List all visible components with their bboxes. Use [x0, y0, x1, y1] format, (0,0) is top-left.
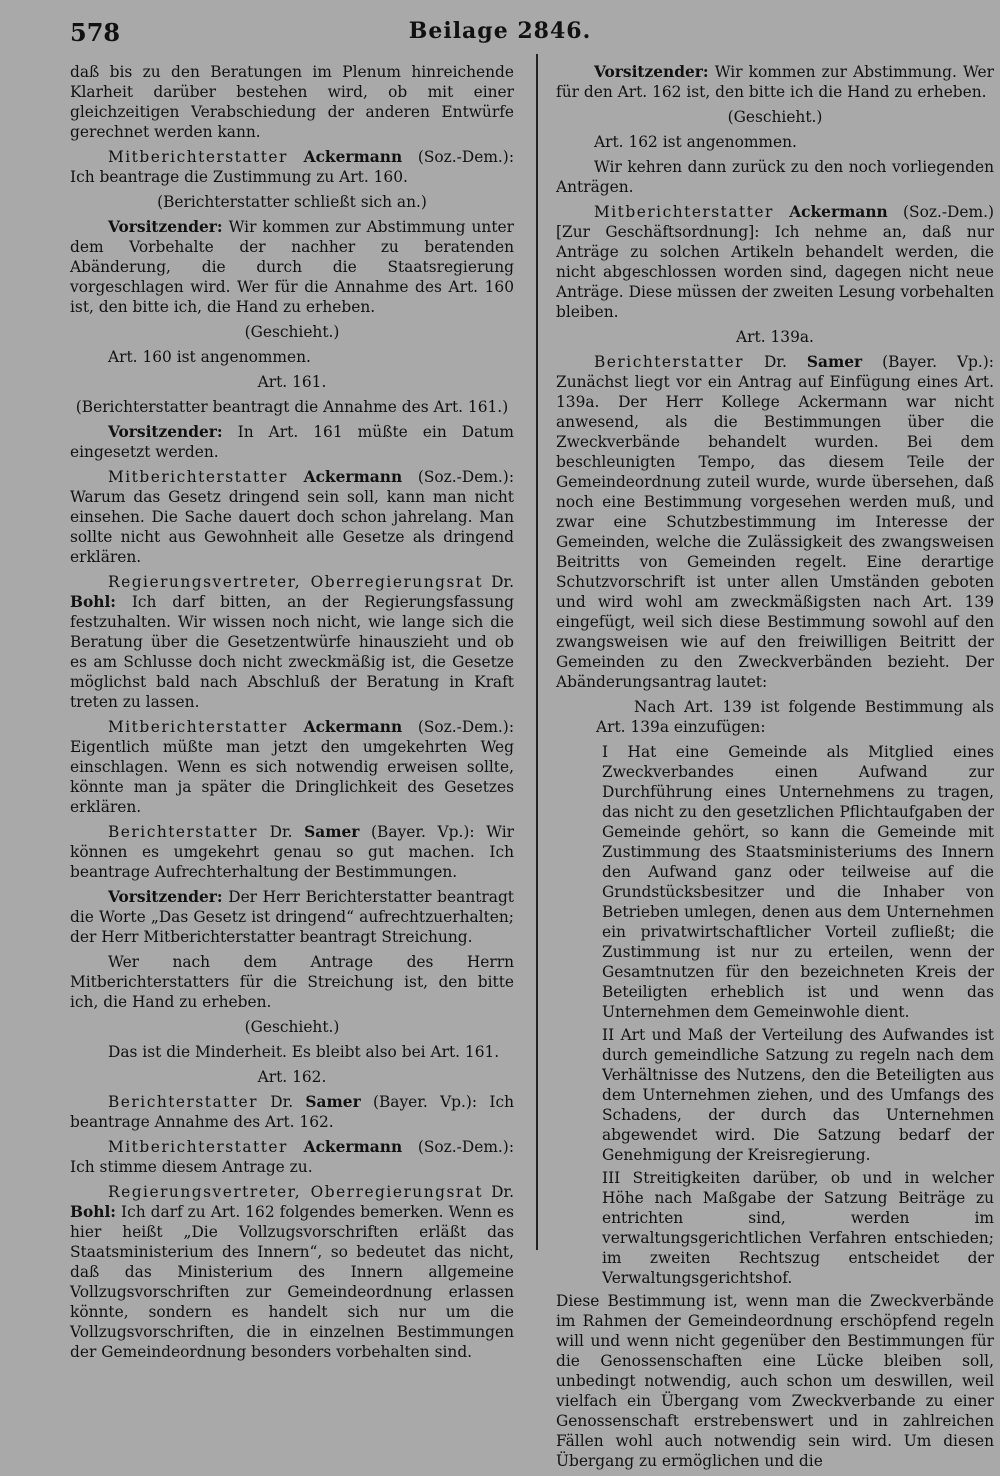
stage-direction: (Geschieht.) [727, 108, 823, 126]
speaker-name: Ackermann [303, 468, 403, 486]
column-divider [536, 54, 538, 1250]
paragraph: daß bis zu den Beratungen im Plenum hinreichende Klarheit darüber bestehen wird, ob mit einer gleichzeitigen Verabschiedung der anderen Entwürfe gerechnet werden kann. [70, 63, 514, 141]
speech-text: (Bayer. Vp.): Ich beantrage Annahme des Art. 162. [70, 1093, 514, 1131]
speaker-name: Vorsitzender: [108, 423, 223, 441]
speaker-name: Vorsitzender: [594, 63, 709, 81]
speaker-paragraph [70, 467, 514, 567]
speech-text: (Soz.-Dem.): Eigentlich müßte man jetzt den umgekehrten Weg einschlagen. Wenn es sich notwendig erweisen sollte, könnte man ja später die Dringlichkeit des Gesetzes erklären. [70, 718, 514, 816]
speaker-name: Vorsitzender: [108, 888, 223, 906]
speaker-role: Mitberichterstatter [108, 718, 288, 736]
speaker-role: Berichterstatter [108, 1093, 258, 1111]
motion-clause: I Hat eine Gemeinde als Mitglied eines Zweckverbandes einen Aufwand zur Durchführung eines Unternehmens zu tragen, das nicht zu den gesetzlichen Pflichtaufgaben der Gemeinde gehört, so kann die Gemeinde mit Zustimmung des Staatsministeriums des Innern den Aufwand ganz oder teilweise auf die Grundstücksbesitzer und die Inhaber von Betrieben umlegen, denen aus dem Unternehmen ein privatwirtschaftlicher Vorteil zufließt; die Zustimmung ist nur zu erteilen, wenn der Gesamtnutzen für den bezeichneten Kreis der Beteiligten erheblich ist und wenn das Unternehmen dem Gemeinwohle dient. [602, 743, 994, 1021]
speaker-paragraph [70, 1182, 514, 1362]
motion-clause: II Art und Maß der Verteilung des Aufwandes ist durch gemeindliche Satzung zu regeln nach dem Verhältnisse des Nutzens, den die Beteiligten aus dem Unternehmen ziehen, und des Umfangs des Schadens, der durch das Unternehmen abgewendet wird. Die Satzung bedarf der Genehmigung der Kreisregierung. [602, 1026, 994, 1164]
speaker-role: Regierungsvertreter, Oberregierungsrat [108, 1183, 484, 1201]
speaker-name: Ackermann [303, 718, 403, 736]
page-number: 578 [70, 18, 121, 47]
speaker-name: Vorsitzender: [108, 218, 223, 236]
speech-text: Ich darf bitten, an der Regierungsfassung festzuhalten. Wir wissen noch nicht, wie lange sich die Beratung über die Gesetzentwürfe hinauszieht und ob es am Schlusse doch nicht zweckmäßig ist, die Gesetze möglichst bald nach Abschluß der Beratung in Kraft treten zu lassen. [70, 593, 514, 711]
speaker-paragraph [70, 422, 514, 462]
speech-text: Wir kommen zur Abstimmung. Wer für den Art. 162 ist, den bitte ich die Hand zu erheben. [556, 63, 994, 101]
stage-direction: (Berichterstatter beantragt die Annahme des Art. 161.) [75, 398, 509, 416]
speaker-name: Ackermann [303, 148, 403, 166]
speaker-role: Mitberichterstatter [594, 203, 774, 221]
paragraph: Art. 162 ist angenommen. [594, 133, 797, 151]
article-heading: Art. 161. [257, 373, 327, 391]
speaker-name: Samer [806, 353, 863, 371]
speaker-role: Berichterstatter [108, 823, 258, 841]
speaker-name: Samer [304, 823, 360, 841]
article-heading: Art. 139a. [736, 328, 814, 346]
speaker-paragraph [70, 217, 514, 317]
stage-direction: (Geschieht.) [244, 1018, 340, 1036]
speech-text: (Bayer. Vp.): Wir können es umgekehrt genau so gut machen. Ich beantrage Aufrechterhaltung der Bestimmungen. [70, 823, 514, 881]
speaker-prefix: Dr. [269, 823, 293, 841]
speaker-role: Mitberichterstatter [108, 1138, 288, 1156]
speech-text: (Soz.-Dem.) [Zur Geschäftsordnung]: Ich nehme an, daß nur Anträge zu solchen Artikeln behandelt werden, die nicht abgeschlossen worden sind, dagegen nicht neue Anträge. Diese müssen der zweiten Lesung vorbehalten bleiben. [556, 203, 994, 321]
speaker-paragraph [556, 62, 994, 102]
speaker-role: Mitberichterstatter [108, 148, 288, 166]
speaker-paragraph [70, 1092, 514, 1132]
speaker-name: Ackermann [303, 1138, 403, 1156]
speaker-paragraph [556, 352, 994, 692]
paragraph: Das ist die Minderheit. Es bleibt also bei Art. 161. [108, 1043, 500, 1061]
motion-intro: Nach Art. 139 ist folgende Bestimmung als Art. 139a einzufügen: [596, 698, 994, 736]
speaker-paragraph [70, 572, 514, 712]
speaker-paragraph [70, 822, 514, 882]
speech-text: Ich darf zu Art. 162 folgendes bemerken. Wenn es hier heißt „Die Vollzugsvorschriften erläßt das Staatsministerium des Innern“, so bedeutet das nicht, daß das Ministerium des Innern allgemeine Vollzugsvorschriften zur Gemeindeordnung erlassen könnte, sondern es handelt sich nur um die Vollzugsvorschriften, die in einzelnen Bestimmungen der Gemeindeordnung besonders vorbehalten sind. [70, 1203, 514, 1361]
stage-direction: (Geschieht.) [244, 323, 340, 341]
speaker-role: Berichterstatter [594, 353, 744, 371]
left-column [70, 62, 514, 1367]
speaker-prefix: Dr. [270, 1093, 294, 1111]
speaker-name: Bohl: [70, 1203, 116, 1221]
paragraph: Wer nach dem Antrage des Herrn Mitberichterstatters für die Streichung ist, den bitte ich, die Hand zu erheben. [70, 953, 514, 1011]
right-column [556, 62, 994, 1476]
page-header [0, 14, 1000, 54]
speech-text: Der Herr Berichterstatter beantragt die Worte „Das Gesetz ist dringend“ aufrechtzuerhalten; der Herr Mitberichterstatter beantragt Streichung. [70, 888, 514, 946]
speaker-name: Ackermann [789, 203, 888, 221]
speaker-paragraph [556, 202, 994, 322]
speaker-prefix: Dr. [491, 573, 514, 591]
speech-text: In Art. 161 müßte ein Datum eingesetzt werden. [70, 423, 514, 461]
speaker-paragraph [70, 147, 514, 187]
speech-text: Wir kommen zur Abstimmung unter dem Vorbehalte der nachher zu beratenden Abänderung, die durch die Staatsregierung vorgeschlagen wird. Wer für die Annahme des Art. 160 ist, den bitte ich, die Hand zu erheben. [70, 218, 514, 316]
speech-text: (Soz.-Dem.): Warum das Gesetz dringend sein soll, kann man nicht einsehen. Die Sache dauert doch schon jahrelang. Man sollte nicht aus Gewohnheit alle Gesetze als dringend erklären. [70, 468, 514, 566]
speaker-prefix: Dr. [763, 353, 787, 371]
speaker-role: Mitberichterstatter [108, 468, 288, 486]
speaker-paragraph [70, 717, 514, 817]
speech-text: (Soz.-Dem.): Ich beantrage die Zustimmung zu Art. 160. [70, 148, 514, 186]
page-title: Beilage 2846. [408, 18, 592, 44]
paragraph: Wir kehren dann zurück zu den noch vorliegenden Anträgen. [556, 158, 994, 196]
speaker-name: Samer [305, 1093, 361, 1111]
speaker-name: Bohl: [70, 593, 116, 611]
article-heading: Art. 162. [257, 1068, 327, 1086]
speech-text: (Bayer. Vp.): Zunächst liegt vor ein Antrag auf Einfügung eines Art. 139a. Der Herr Kollege Ackermann war nicht anwesend, als die Bestimmungen über die Zweckverbände behandelt wurden. Bei dem beschleunigten Tempo, das diesem Teile der Gemeindeordnung zuteil wurde, wurde übersehen, daß noch eine Bestimmung vorgesehen werden muß, und zwar eine Schutzbestimmung im Interesse der Gemeinden, welche die Zulässigkeit des zwangsweisen Beitritts von Gemeinden regelt. Eine derartige Schutzvorschrift ist unter allen Umständen geboten und wird wohl am zweckmäßigsten nach Art. 139 eingefügt, weil sich diese Bestimmung sowohl auf den zwangsweisen wie auf den freiwilligen Beitritt der Gemeinden zu den Zweckverbänden bezieht. Der Abänderungsantrag lautet: [556, 353, 994, 691]
motion-clause: III Streitigkeiten darüber, ob und in welcher Höhe nach Maßgabe der Satzung Beiträge zu entrichten sind, werden im verwaltungsgerichtlichen Verfahren entschieden; im zweiten Rechtszug entscheidet der Verwaltungsgerichtshof. [602, 1169, 994, 1287]
speaker-role: Regierungsvertreter, Oberregierungsrat [108, 573, 484, 591]
paragraph: Diese Bestimmung ist, wenn man die Zweckverbände im Rahmen der Gemeindeordnung erschöpfend regeln will und wenn nicht gegenüber den Bestimmungen für die Genossenschaften eine Lücke bleiben soll, unbedingt notwendig, auch schon um deswillen, weil vielfach ein Übergang vom Zweckverbande zu einer Genossenschaft erstrebenswert und in zahlreichen Fällen wohl auch notwendig sein wird. Um diesen Übergang zu ermöglichen und die [556, 1292, 994, 1470]
speech-text: (Soz.-Dem.): Ich stimme diesem Antrage zu. [70, 1138, 514, 1176]
speaker-paragraph [70, 887, 514, 947]
speaker-paragraph [70, 1137, 514, 1177]
speaker-prefix: Dr. [491, 1183, 514, 1201]
paragraph: Art. 160 ist angenommen. [108, 348, 311, 366]
stage-direction: (Berichterstatter schließt sich an.) [157, 193, 427, 211]
